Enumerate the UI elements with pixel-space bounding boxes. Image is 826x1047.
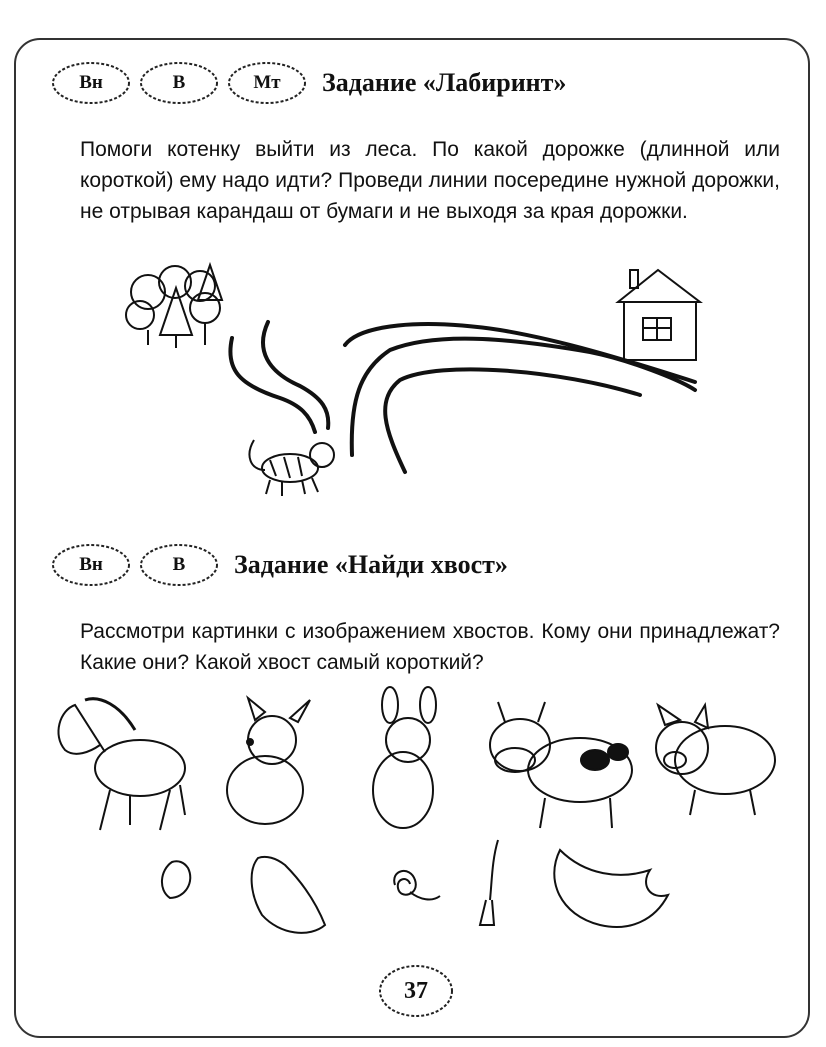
task2-instructions: Рассмотри картинки с изображением хвостов. Кому они принадлежат? Какие они? Какой хвост самый короткий? — [80, 620, 780, 674]
cow-tail-icon — [480, 840, 498, 925]
page-number: 37 — [376, 962, 456, 1020]
pig-icon — [656, 705, 775, 815]
fox-tail-icon — [252, 857, 325, 933]
fox-icon — [227, 698, 310, 824]
horse-tail-icon — [554, 850, 668, 927]
rabbit-icon — [373, 687, 436, 828]
badge-v: В — [138, 542, 220, 588]
badge-vn: Вн — [50, 542, 132, 588]
horse-icon — [58, 699, 185, 830]
pig-tail-icon — [394, 871, 440, 900]
cow-icon — [490, 702, 632, 828]
task1-title: Задание «Лабиринт» — [322, 68, 567, 97]
badge-mt: Мт — [226, 60, 308, 106]
badge-v: В — [138, 60, 220, 106]
task2-title: Задание «Найди хвост» — [234, 550, 508, 579]
badge-vn: Вн — [50, 60, 132, 106]
rabbit-tail-icon — [162, 861, 190, 898]
task1-instructions: Помоги котенку выйти из леса. По какой дорожке (длинной или короткой) ему надо идти? Проведи линии посередине нужной дорожки, не отрывая карандаш от бумаги и не выходя за края дорожки. — [80, 138, 780, 223]
